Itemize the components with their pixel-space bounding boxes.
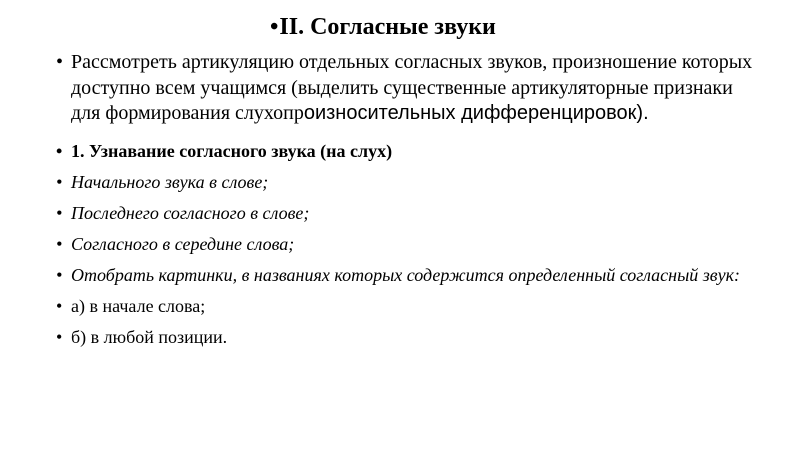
list-item-middle-consonant — [56, 234, 756, 255]
bullet-dot: • — [56, 202, 63, 223]
intro-text-sans: оизносительных дифференцировок). — [303, 102, 649, 124]
bullet-dot: • — [56, 264, 63, 285]
list-item-text: Последнего согласного в слове; — [71, 202, 310, 223]
list-item-text: б) в любой позиции. — [71, 326, 228, 347]
list-item-initial-sound — [56, 172, 756, 193]
bullet-dot: • — [56, 326, 63, 347]
list-item-recognition — [56, 141, 756, 162]
list-item-text: а) в начале слова; — [71, 295, 206, 316]
list-item-intro — [56, 50, 756, 127]
list-item-text: Отобрать картинки, в названиях которых содержится определенный согласный звук: — [71, 264, 740, 285]
list-item-text: Начального звука в слове; — [71, 171, 269, 192]
bullet-dot: • — [56, 171, 63, 192]
list-item-any-position — [56, 327, 756, 348]
intro-text-serif: Рассмотреть артикуляцию отдельных согласных звуков, произношение которых доступно всем учащимся (выделить существенные артикуляторные признаки для формирования слухопр — [71, 51, 753, 124]
bullet-dot: • — [56, 233, 63, 254]
content-list — [56, 50, 756, 358]
slide-title — [270, 14, 496, 41]
list-item-text: 1. Узнавание согласного звука (на слух) — [71, 140, 393, 161]
list-item-word-start — [56, 296, 756, 317]
bullet-dot: • — [56, 295, 63, 316]
bullet-dot: • — [56, 140, 63, 161]
list-item-select-pictures — [56, 265, 756, 286]
title-text: II. Согласные звуки — [279, 14, 496, 40]
list-item-last-consonant — [56, 203, 756, 224]
list-item-text: Согласного в середине слова; — [71, 233, 295, 254]
bullet-dot: • — [56, 51, 64, 73]
title-bullet: • — [270, 14, 279, 40]
